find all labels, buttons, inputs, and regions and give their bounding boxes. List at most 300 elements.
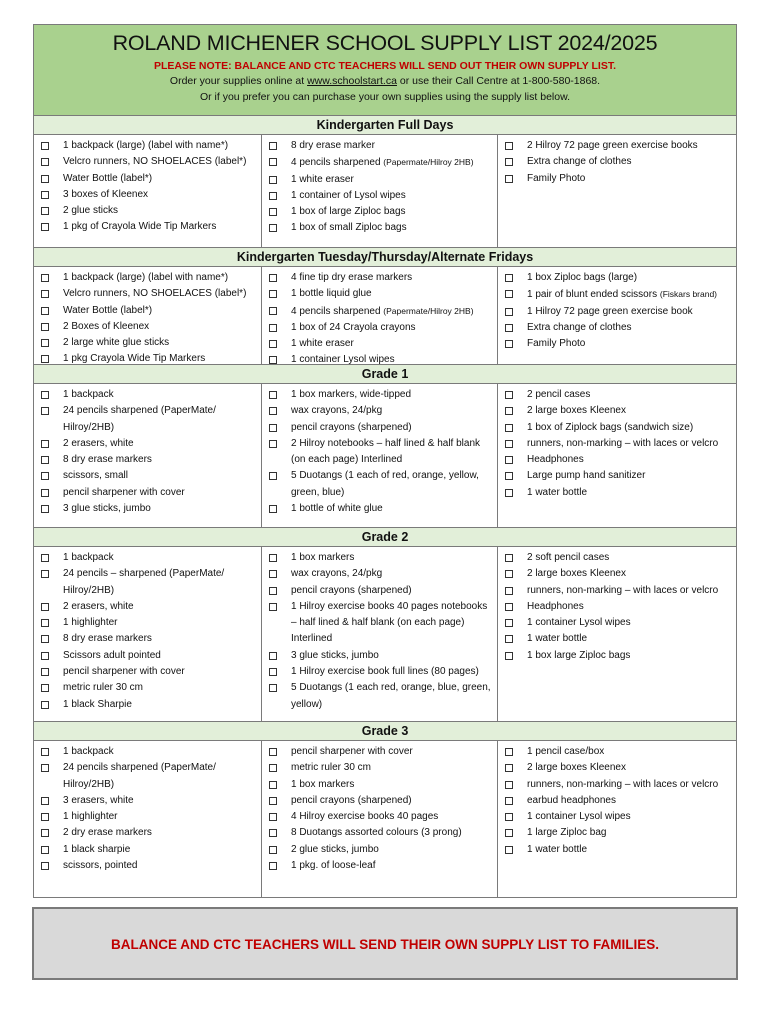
checkbox[interactable]	[41, 440, 49, 448]
checkbox[interactable]	[41, 505, 49, 513]
list-item	[262, 680, 497, 713]
item-text	[527, 436, 736, 452]
item-label: Water Bottle (label*)	[63, 304, 153, 316]
list-item	[498, 420, 736, 436]
section-columns	[34, 135, 736, 248]
list-item	[34, 501, 261, 517]
item-text	[291, 172, 497, 188]
checkbox[interactable]	[505, 846, 513, 854]
item-text	[63, 631, 261, 647]
item-text	[63, 744, 261, 760]
checkbox[interactable]	[41, 619, 49, 627]
checkbox[interactable]	[269, 324, 277, 332]
checkbox[interactable]	[505, 829, 513, 837]
item-text	[527, 485, 736, 501]
checkbox[interactable]	[41, 339, 49, 347]
list-item	[34, 744, 261, 760]
item-label: 1 box large Ziploc bags	[527, 649, 631, 661]
checkbox[interactable]	[41, 323, 49, 331]
item-label: metric ruler 30 cm	[291, 762, 372, 774]
item-text	[291, 387, 497, 403]
item-text	[527, 387, 736, 403]
checkbox[interactable]	[269, 158, 277, 166]
section-title: Kindergarten Full Days	[34, 116, 736, 135]
checkbox[interactable]	[269, 176, 277, 184]
item-text	[291, 436, 497, 469]
item-label: 2 large white glue sticks	[63, 337, 170, 349]
item-text	[63, 335, 261, 351]
item-text	[63, 680, 261, 696]
column-0	[34, 384, 262, 528]
item-label: scissors, small	[63, 470, 129, 482]
item-text	[291, 550, 497, 566]
item-text	[63, 286, 261, 302]
checkbox[interactable]	[41, 846, 49, 854]
checkbox[interactable]	[505, 764, 513, 772]
checkbox[interactable]	[269, 290, 277, 298]
item-label: Velcro runners, NO SHOELACES (label*)	[63, 288, 247, 300]
list-item	[498, 599, 736, 615]
list-item	[262, 760, 497, 776]
checkbox[interactable]	[269, 829, 277, 837]
checkbox[interactable]	[505, 554, 513, 562]
item-label: 2 dry erase markers	[63, 827, 152, 839]
checkbox[interactable]	[41, 175, 49, 183]
item-label: 1 backpack (large) (label with name*)	[63, 140, 229, 151]
item-label: 1 box of Ziplock bags (sandwich size)	[527, 421, 694, 433]
checkbox[interactable]	[269, 472, 277, 480]
item-label: 1 box Ziploc bags (large)	[527, 272, 638, 283]
item-label: 4 pencils sharpened	[291, 305, 384, 317]
item-text	[63, 842, 261, 858]
list-item	[34, 858, 261, 874]
list-item	[262, 825, 497, 841]
item-text	[63, 615, 261, 631]
checkbox[interactable]	[269, 505, 277, 513]
list-item	[262, 550, 497, 566]
section-title: Grade 3	[34, 722, 736, 741]
item-text	[63, 550, 261, 566]
item-label: 2 erasers, white	[63, 437, 134, 449]
item-label: 1 pair of blunt ended scissors	[527, 289, 660, 301]
checkbox[interactable]	[41, 684, 49, 692]
item-text	[63, 599, 261, 615]
checkbox[interactable]	[505, 340, 513, 348]
checkbox[interactable]	[269, 307, 277, 315]
checkbox[interactable]	[269, 142, 277, 150]
list-item	[262, 842, 497, 858]
item-label: scissors, pointed	[63, 860, 138, 872]
section-columns	[34, 741, 736, 898]
checkbox[interactable]	[505, 407, 513, 415]
checkbox[interactable]	[41, 829, 49, 837]
item-label: Extra change of clothes	[527, 156, 632, 168]
sections-container	[33, 116, 737, 898]
list-item	[262, 336, 497, 352]
item-text	[527, 452, 736, 468]
checkbox[interactable]	[269, 797, 277, 805]
list-item	[498, 793, 736, 809]
list-item	[34, 154, 261, 170]
list-item	[498, 468, 736, 484]
list-item	[498, 760, 736, 776]
item-text	[63, 452, 261, 468]
checkbox[interactable]	[505, 456, 513, 464]
checkbox[interactable]	[269, 340, 277, 348]
item-label: 2 Hilroy notebooks – half lined & half blank (on each page) Interlined	[291, 437, 481, 466]
list-item	[262, 744, 497, 760]
checkbox[interactable]	[269, 862, 277, 870]
list-item	[498, 270, 736, 286]
item-text	[63, 809, 261, 825]
order-suffix: or use their Call Centre at 1-800-580-1868.	[396, 75, 601, 87]
checkbox[interactable]	[41, 158, 49, 166]
item-text	[527, 744, 736, 760]
list-item	[262, 436, 497, 469]
list-item	[34, 697, 261, 713]
list-item	[34, 468, 261, 484]
checkbox[interactable]	[505, 324, 513, 332]
alt-purchase-line: Or if you prefer you can purchase your own supplies using the supply list below.	[199, 91, 571, 103]
checkbox[interactable]	[41, 701, 49, 709]
item-text	[527, 420, 736, 436]
item-label: Extra change of clothes	[527, 321, 632, 333]
checkbox[interactable]	[41, 554, 49, 562]
item-label: 8 Duotangs assorted colours (3 prong)	[291, 827, 462, 839]
item-text	[291, 566, 497, 582]
item-label: Family Photo	[527, 338, 586, 350]
checkbox[interactable]	[505, 619, 513, 627]
list-item	[34, 809, 261, 825]
checkbox[interactable]	[269, 224, 277, 232]
checkbox[interactable]	[41, 813, 49, 821]
list-item	[498, 825, 736, 841]
list-item	[262, 286, 497, 302]
checkbox[interactable]	[41, 603, 49, 611]
item-text	[291, 188, 497, 204]
list-item	[262, 566, 497, 582]
item-text	[527, 809, 736, 825]
column-1	[262, 741, 498, 898]
item-text	[291, 220, 497, 236]
checkbox[interactable]	[41, 391, 49, 399]
list-item	[34, 351, 261, 367]
item-text	[63, 303, 261, 319]
checkbox[interactable]	[505, 587, 513, 595]
item-label: 1 white eraser	[291, 338, 354, 350]
page-title: ROLAND MICHENER SCHOOL SUPPLY LIST 2024/2025	[112, 31, 658, 55]
item-label: Headphones	[527, 454, 584, 466]
checkbox[interactable]	[41, 652, 49, 660]
column-2	[498, 741, 736, 898]
list-item	[262, 303, 497, 320]
checkbox[interactable]	[505, 290, 513, 298]
supply-list-page	[33, 24, 737, 898]
checkbox[interactable]	[41, 355, 49, 363]
list-item	[498, 566, 736, 582]
item-label: 3 boxes of Kleenex	[63, 188, 149, 200]
item-label: 2 large boxes Kleenex	[527, 762, 626, 774]
checkbox[interactable]	[41, 307, 49, 315]
checkbox[interactable]	[41, 191, 49, 199]
list-item	[262, 220, 497, 236]
checkbox[interactable]	[505, 175, 513, 183]
checkbox[interactable]	[41, 472, 49, 480]
item-label: wax crayons, 24/pkg	[291, 405, 383, 417]
list-item	[34, 171, 261, 187]
column-1	[262, 384, 498, 528]
checkbox[interactable]	[41, 797, 49, 805]
checkbox[interactable]	[269, 391, 277, 399]
list-item	[498, 777, 736, 793]
checkbox[interactable]	[505, 570, 513, 578]
checkbox[interactable]	[41, 862, 49, 870]
item-text	[527, 336, 736, 352]
checkbox[interactable]	[505, 274, 513, 282]
checkbox[interactable]	[505, 797, 513, 805]
list-item	[498, 550, 736, 566]
item-text	[291, 320, 497, 336]
checkbox[interactable]	[41, 748, 49, 756]
item-label: 1 backpack	[63, 389, 114, 400]
list-item	[498, 631, 736, 647]
pencil-brand-note: (Papermate/Hilroy 2HB)	[383, 157, 474, 168]
schoolstart-link[interactable]: www.schoolstart.ca	[307, 75, 397, 87]
checkbox[interactable]	[269, 424, 277, 432]
balance-ctc-note: PLEASE NOTE: BALANCE AND CTC TEACHERS WILL SEND OUT THEIR OWN SUPPLY LIST.	[153, 60, 617, 72]
item-label: pencil crayons (sharpened)	[291, 794, 412, 806]
item-label: pencil sharpener with cover	[63, 666, 185, 678]
item-text	[63, 403, 261, 436]
checkbox[interactable]	[505, 813, 513, 821]
checkbox[interactable]	[269, 748, 277, 756]
item-label: runners, non-marking – with laces or velcro	[527, 778, 719, 790]
checkbox[interactable]	[41, 635, 49, 643]
item-label: 1 Hilroy 72 page green exercise book	[527, 305, 693, 317]
checkbox[interactable]	[505, 424, 513, 432]
checkbox[interactable]	[41, 570, 49, 578]
item-label: 4 fine tip dry erase markers	[291, 272, 413, 283]
checkbox[interactable]	[505, 781, 513, 789]
checkbox[interactable]	[505, 489, 513, 497]
item-label: 2 soft pencil cases	[527, 552, 610, 563]
list-item	[34, 138, 261, 154]
item-label: 8 dry erase markers	[63, 633, 152, 645]
checkbox[interactable]	[41, 223, 49, 231]
checkbox[interactable]	[269, 570, 277, 578]
checkbox[interactable]	[41, 407, 49, 415]
section-title: Grade 1	[34, 365, 736, 384]
list-item	[498, 436, 736, 452]
list-item	[498, 842, 736, 858]
list-item	[34, 387, 261, 403]
item-label: 1 container of Lysol wipes	[291, 189, 406, 201]
item-text	[527, 403, 736, 419]
item-text	[527, 583, 736, 599]
item-label: 1 Hilroy exercise books 40 pages notebooks – half lined & half blank (on each page) Interlined	[291, 600, 488, 645]
item-text	[527, 631, 736, 647]
checkbox[interactable]	[269, 274, 277, 282]
checkbox[interactable]	[505, 440, 513, 448]
order-line	[34, 73, 736, 89]
item-label: runners, non-marking – with laces or velcro	[527, 584, 719, 596]
item-label: 2 glue sticks, jumbo	[291, 843, 379, 855]
item-label: 3 erasers, white	[63, 794, 134, 806]
checkbox[interactable]	[505, 652, 513, 660]
item-label: 1 container Lysol wipes	[291, 354, 395, 366]
list-item	[34, 303, 261, 319]
item-label: 1 black sharpie	[63, 843, 131, 855]
item-text	[291, 501, 497, 517]
checkbox[interactable]	[269, 554, 277, 562]
checkbox[interactable]	[269, 208, 277, 216]
item-label: Scissors adult pointed	[63, 649, 161, 661]
item-label: 1 box of large Ziploc bags	[291, 206, 406, 218]
list-item	[262, 664, 497, 680]
checkbox[interactable]	[41, 764, 49, 772]
section-4	[33, 722, 737, 898]
checkbox[interactable]	[269, 684, 277, 692]
item-label: 5 Duotangs (1 each of red, orange, yellow, green, blue)	[291, 470, 479, 498]
item-label: 2 erasers, white	[63, 600, 134, 612]
item-text	[63, 270, 261, 286]
item-text	[63, 697, 261, 713]
column-2	[498, 135, 736, 248]
item-text	[527, 777, 736, 793]
item-label: 1 pkg. of loose-leaf	[291, 860, 376, 872]
item-text	[63, 793, 261, 809]
item-text	[291, 599, 497, 648]
checkbox[interactable]	[41, 456, 49, 464]
checkbox[interactable]	[269, 192, 277, 200]
checkbox[interactable]	[505, 472, 513, 480]
item-label: 1 water bottle	[527, 843, 588, 855]
item-text	[291, 809, 497, 825]
section-3	[33, 528, 737, 722]
item-label: Water Bottle (label*)	[63, 172, 153, 184]
item-label: 1 backpack	[63, 552, 114, 563]
item-text	[63, 351, 261, 367]
list-item	[34, 286, 261, 302]
list-item	[498, 583, 736, 599]
checkbox[interactable]	[269, 407, 277, 415]
item-label: 2 glue sticks	[63, 205, 119, 217]
item-label: 2 large boxes Kleenex	[527, 405, 626, 417]
column-1	[262, 135, 498, 248]
checkbox[interactable]	[41, 668, 49, 676]
list-item	[498, 485, 736, 501]
list-item	[34, 270, 261, 286]
section-title: Grade 2	[34, 528, 736, 547]
item-label: 1 large Ziploc bag	[527, 827, 607, 839]
checkbox[interactable]	[41, 489, 49, 497]
item-text	[63, 566, 261, 599]
list-item	[262, 858, 497, 874]
item-label: 1 box of 24 Crayola crayons	[291, 321, 416, 333]
item-text	[291, 270, 497, 286]
list-item	[262, 138, 497, 154]
checkbox[interactable]	[505, 635, 513, 643]
item-text	[291, 760, 497, 776]
column-2	[498, 547, 736, 722]
list-item	[34, 403, 261, 436]
item-label: 2 large boxes Kleenex	[527, 568, 626, 580]
list-item	[498, 320, 736, 336]
item-label: 2 Boxes of Kleenex	[63, 320, 150, 332]
checkbox[interactable]	[41, 142, 49, 150]
item-label: runners, non-marking – with laces or velcro	[527, 437, 719, 449]
checkbox[interactable]	[269, 652, 277, 660]
checkbox[interactable]	[269, 846, 277, 854]
checkbox[interactable]	[505, 391, 513, 399]
item-text	[63, 138, 261, 154]
item-text	[63, 664, 261, 680]
item-text	[527, 615, 736, 631]
item-text	[291, 777, 497, 793]
checkbox[interactable]	[505, 158, 513, 166]
checkbox[interactable]	[505, 603, 513, 611]
list-item	[498, 452, 736, 468]
checkbox[interactable]	[269, 813, 277, 821]
checkbox[interactable]	[41, 274, 49, 282]
item-label: 1 box of small Ziploc bags	[291, 222, 407, 234]
item-label: 8 dry erase markers	[63, 454, 152, 466]
checkbox[interactable]	[269, 356, 277, 364]
checkbox[interactable]	[269, 764, 277, 772]
order-prefix: Order your supplies online at	[169, 75, 308, 87]
item-text	[63, 468, 261, 484]
checkbox[interactable]	[269, 440, 277, 448]
list-item	[262, 320, 497, 336]
section-columns	[34, 384, 736, 528]
list-item	[498, 615, 736, 631]
list-item	[34, 187, 261, 203]
item-text	[527, 286, 736, 303]
item-text	[527, 320, 736, 336]
item-text	[63, 187, 261, 203]
item-text	[291, 204, 497, 220]
column-2	[498, 384, 736, 528]
item-label: earbud headphones	[527, 794, 616, 806]
footer-text: BALANCE AND CTC TEACHERS WILL SEND THEIR OWN SUPPLY LIST TO FAMILIES.	[110, 937, 660, 952]
item-text	[527, 566, 736, 582]
list-item	[34, 631, 261, 647]
item-label: 3 glue sticks, jumbo	[63, 503, 151, 515]
list-item	[34, 436, 261, 452]
item-text	[291, 664, 497, 680]
item-text	[527, 138, 736, 154]
item-text	[527, 154, 736, 170]
list-item	[498, 286, 736, 303]
item-text	[63, 203, 261, 219]
checkbox[interactable]	[269, 781, 277, 789]
list-item	[34, 452, 261, 468]
checkbox[interactable]	[505, 142, 513, 150]
item-text	[291, 648, 497, 664]
checkbox[interactable]	[269, 603, 277, 611]
checkbox[interactable]	[505, 308, 513, 316]
checkbox[interactable]	[41, 207, 49, 215]
item-text	[291, 793, 497, 809]
section-1	[33, 248, 737, 365]
list-item	[498, 138, 736, 154]
checkbox[interactable]	[41, 290, 49, 298]
checkbox[interactable]	[269, 668, 277, 676]
item-label: 1 highlighter	[63, 811, 118, 823]
checkbox[interactable]	[505, 748, 513, 756]
item-label: pencil crayons (sharpened)	[291, 584, 412, 596]
checkbox[interactable]	[269, 587, 277, 595]
